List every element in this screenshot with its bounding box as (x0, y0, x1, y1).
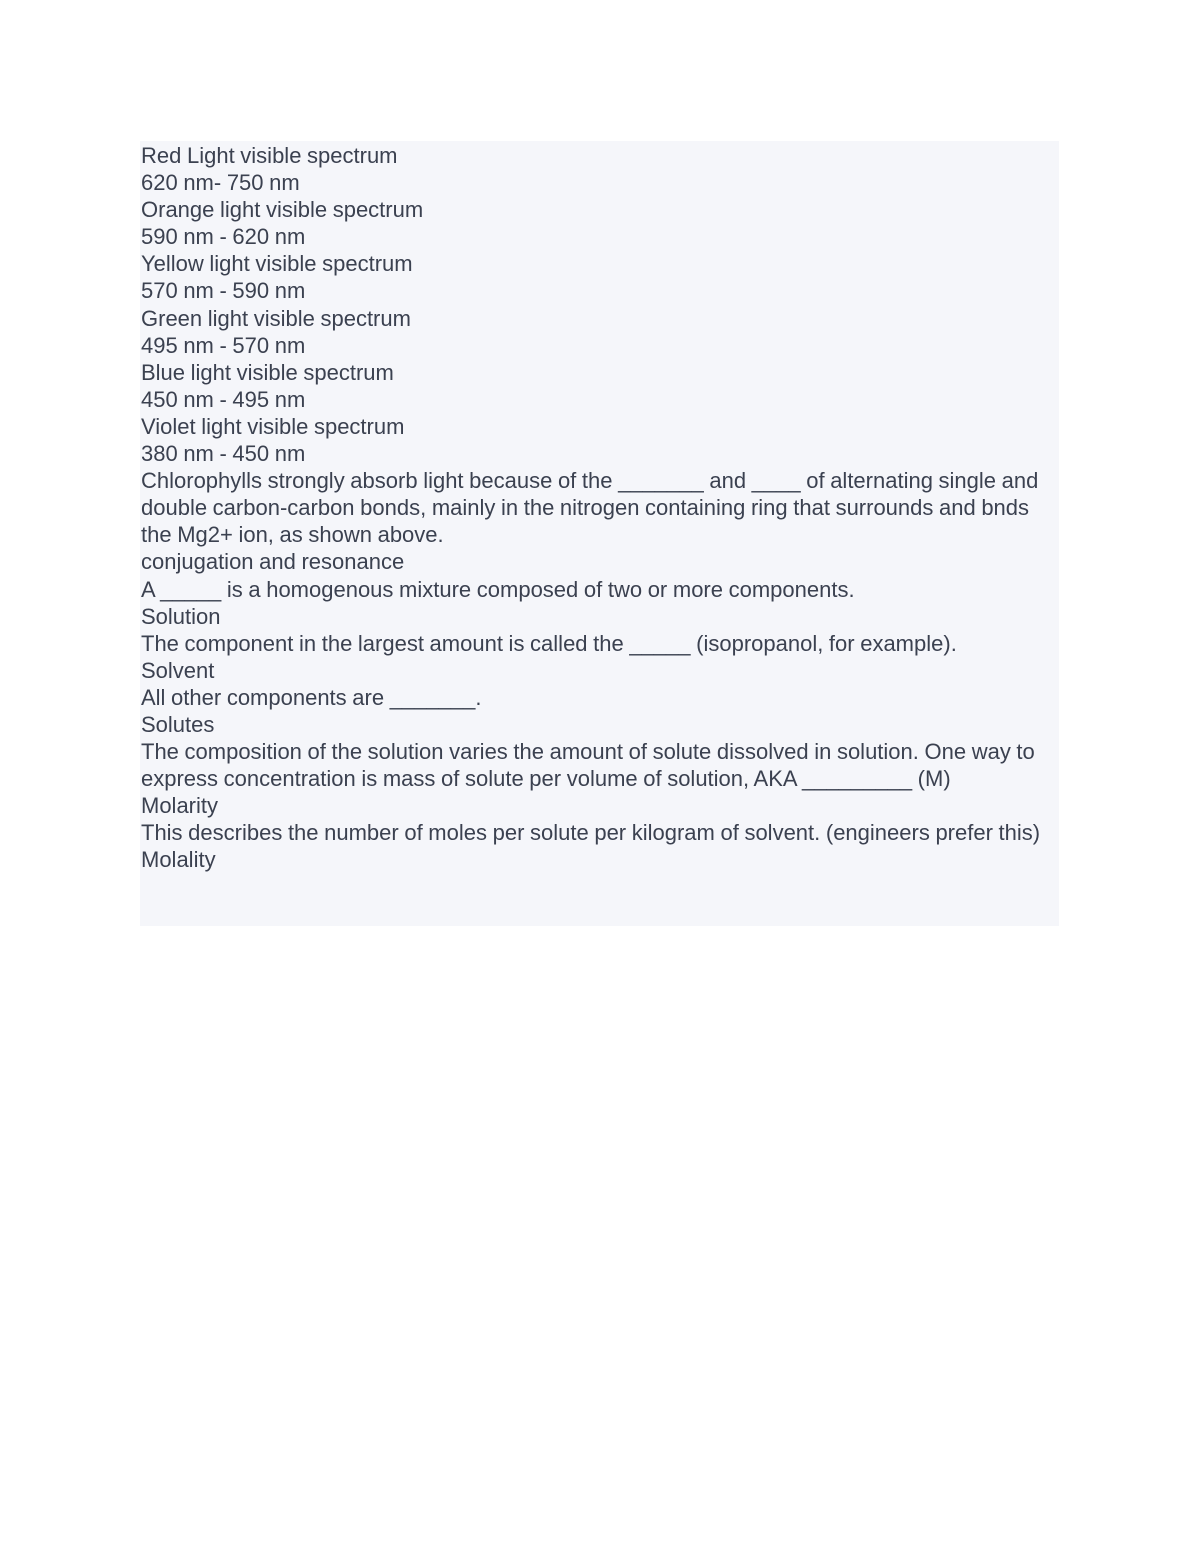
flashcard-text-block (140, 141, 1059, 926)
definition-violet-light: 380 nm - 450 nm (141, 441, 306, 467)
definition-molality: Molality (141, 847, 216, 873)
definition-molarity: Molarity (141, 793, 219, 819)
term-solution: A _____ is a homogenous mixture composed of two or more components. (141, 576, 855, 602)
definition-solution: Solution (141, 603, 221, 629)
definition-orange-light: 590 nm - 620 nm (141, 224, 306, 250)
term-orange-light: Orange light visible spectrum (141, 197, 424, 223)
term-molarity: The composition of the solution varies the amount of solute dissolved in solution. One way to express concentration is mass of solute per volume of solution, AKA _________ (M) (141, 739, 1035, 792)
definition-red-light: 620 nm- 750 nm (141, 170, 300, 196)
definition-solutes: Solutes (141, 711, 215, 737)
term-chlorophylls: Chlorophylls strongly absorb light because of the _______ and ____ of alternating single and double carbon-carbon bonds, mainly in the nitrogen containing ring that surrounds and bnds the Mg2+ ion, as shown above. (141, 468, 1039, 548)
definition-blue-light: 450 nm - 495 nm (141, 386, 306, 412)
term-violet-light: Violet light visible spectrum (141, 413, 405, 439)
definition-green-light: 495 nm - 570 nm (141, 332, 306, 358)
term-red-light: Red Light visible spectrum (141, 143, 398, 168)
definition-yellow-light: 570 nm - 590 nm (141, 278, 306, 304)
term-solutes: All other components are _______. (141, 684, 482, 710)
definition-solvent: Solvent (141, 657, 215, 683)
term-solvent: The component in the largest amount is called the _____ (isopropanol, for example). (141, 630, 957, 656)
term-blue-light: Blue light visible spectrum (141, 359, 394, 385)
term-green-light: Green light visible spectrum (141, 305, 411, 331)
definition-chlorophylls: conjugation and resonance (141, 549, 405, 575)
term-yellow-light: Yellow light visible spectrum (141, 251, 413, 277)
term-molality: This describes the number of moles per solute per kilogram of solvent. (engineers prefer this) (141, 820, 1041, 846)
